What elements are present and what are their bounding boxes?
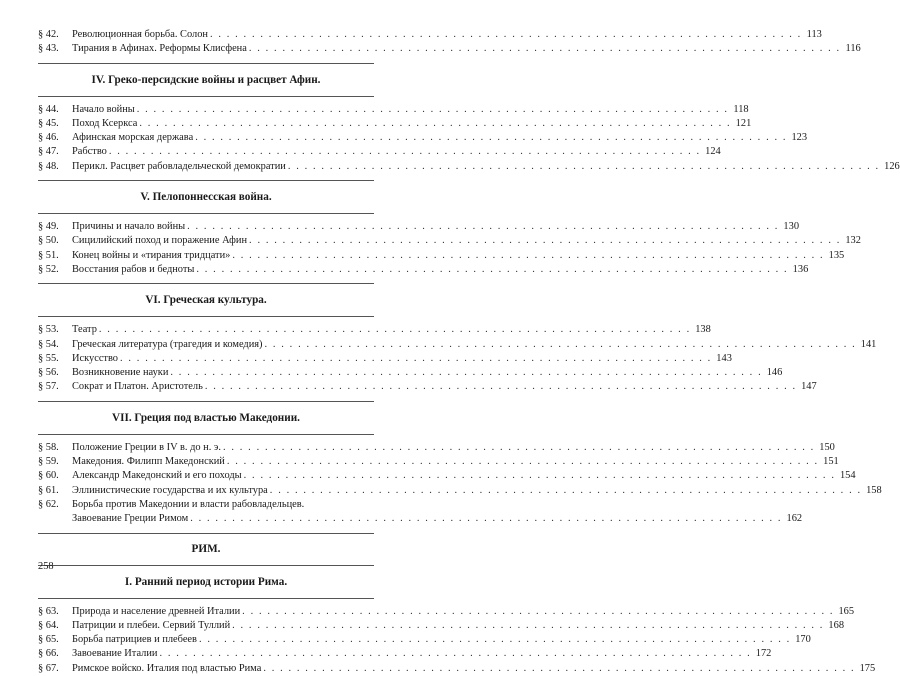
entry-title: Искусство (72, 352, 119, 364)
toc-entry (38, 28, 822, 42)
toc-entry (38, 469, 856, 483)
entry-page: 123 (791, 132, 808, 144)
toc-page (38, 28, 900, 676)
part-heading: РИМ. (191, 542, 221, 555)
leader-dots (244, 469, 836, 483)
toc-entry (38, 131, 808, 145)
toc-entry (38, 249, 845, 263)
section-entries (38, 323, 877, 394)
entry-number: § 48. (38, 160, 59, 172)
leader-dots (223, 441, 815, 455)
entry-number: § 65. (38, 634, 59, 646)
entry-page: 175 (859, 662, 876, 674)
entry-page: 126 (884, 160, 900, 172)
toc-entry (38, 662, 876, 676)
entry-title: Театр (72, 324, 97, 336)
entry-number: § 58. (38, 441, 59, 453)
entry-page: 168 (828, 619, 845, 631)
section-divider (38, 565, 374, 566)
entry-page: 132 (845, 235, 861, 247)
entry-number: § 52. (38, 263, 59, 275)
entry-number: § 45. (38, 117, 59, 129)
toc-entry (38, 366, 783, 380)
entry-number: § 66. (38, 648, 59, 660)
entry-page: 116 (845, 43, 861, 55)
entry-title: Патриции и плебеи. Сервий Туллий (72, 619, 231, 631)
toc-entry (38, 441, 835, 455)
leader-dots (263, 662, 855, 676)
section-divider (38, 180, 374, 181)
leader-dots (210, 28, 802, 42)
toc-entry (38, 647, 772, 661)
entry-page: 150 (819, 441, 835, 453)
entry-page: 162 (786, 513, 803, 525)
leader-dots (187, 220, 779, 234)
entry-title: Перикл. Расцвет рабовладельческой демократии (72, 160, 286, 172)
section-divider (38, 96, 374, 97)
leader-dots (137, 103, 729, 117)
leader-dots (205, 380, 797, 394)
entry-page: 170 (795, 634, 811, 646)
entry-number: § 54. (38, 338, 59, 350)
section-divider (38, 533, 374, 534)
entry-number: § 51. (38, 249, 59, 261)
entry-page: 121 (735, 117, 752, 129)
entry-title: Природа и население древней Италии (72, 605, 241, 617)
entry-page: 146 (766, 367, 783, 379)
leader-dots (190, 512, 782, 526)
entry-number: § 62. (38, 498, 59, 510)
page-number: 258 (38, 561, 54, 572)
entry-title: Конец войны и «тирания тридцати» (72, 249, 231, 261)
entry-number: § 63. (38, 605, 59, 617)
leader-dots (196, 263, 788, 277)
toc-entry (38, 263, 809, 277)
entry-page: 151 (823, 456, 839, 468)
entry-number: § 60. (38, 470, 59, 482)
entry-title: Римское войско. Италия под властью Рима (72, 662, 262, 674)
toc-entry (38, 160, 900, 174)
leader-dots (109, 145, 701, 159)
entry-title: Причины и начало войны (72, 221, 186, 233)
leader-dots (170, 366, 762, 380)
toc-entry (38, 103, 749, 117)
toc-entry (38, 352, 732, 366)
toc-entry (38, 234, 861, 248)
leader-dots (232, 249, 824, 263)
entry-number: § 44. (38, 103, 59, 115)
entry-number: § 59. (38, 456, 59, 468)
entry-number: § 55. (38, 352, 59, 364)
leader-dots (288, 160, 880, 174)
entry-number: § 64. (38, 619, 59, 631)
entry-title: Восстания рабов и бедноты (72, 263, 195, 275)
entry-number: § 43. (38, 43, 59, 55)
toc-entry (38, 117, 752, 131)
entry-number: § 56. (38, 367, 59, 379)
entry-page: 165 (838, 605, 855, 617)
section-divider (38, 283, 374, 284)
section-heading: V. Пелопоннесская война. (140, 191, 272, 204)
entry-title: Революционная борьба. Солон (72, 29, 208, 40)
entry-page: 118 (733, 103, 749, 115)
leader-dots (99, 323, 691, 337)
entry-page: 113 (806, 29, 822, 40)
leader-dots (199, 633, 791, 647)
entry-page: 124 (705, 146, 721, 158)
entry-title: Рабство (72, 146, 107, 158)
section-entries (38, 103, 900, 174)
entry-page: 136 (792, 263, 809, 275)
leader-dots (120, 352, 712, 366)
section-entries (38, 220, 861, 277)
leader-dots (159, 647, 751, 661)
leader-dots (195, 131, 787, 145)
entry-page: 135 (828, 249, 845, 261)
section-entries (38, 441, 882, 527)
toc-entry (38, 619, 845, 633)
entry-title: Борьба против Македонии и власти рабовладельцев. (72, 498, 305, 510)
leader-dots (139, 117, 731, 131)
entry-title: Сицилийский поход и поражение Афин (72, 235, 248, 247)
section-entries (38, 605, 876, 676)
section-divider (38, 434, 374, 435)
toc-entry (38, 42, 861, 56)
entry-title: Начало войны (72, 103, 135, 115)
entry-page: 138 (695, 324, 711, 336)
toc-entry (38, 633, 811, 647)
section-divider (38, 63, 374, 64)
toc-entry (38, 498, 374, 512)
entry-page: 154 (839, 470, 856, 482)
leader-dots (242, 605, 834, 619)
section-divider (38, 401, 374, 402)
section-heading: VII. Греция под властью Македонии. (112, 411, 300, 424)
entry-title: Положение Греции в IV в. до н. э. (72, 441, 221, 453)
entry-title: Афинская морская держава (72, 132, 194, 144)
entry-number: § 57. (38, 381, 59, 393)
entry-title: Завоевание Греции Римом (72, 513, 189, 525)
entry-number: § 50. (38, 235, 59, 247)
section-heading: I. Ранний период истории Рима. (124, 575, 288, 588)
toc-entry (38, 605, 855, 619)
entry-page: 141 (860, 338, 877, 350)
toc-entry (38, 145, 721, 159)
top-entries (38, 28, 861, 57)
entry-title: Борьба патрициев и плебеев (72, 634, 197, 646)
entry-page: 147 (801, 381, 817, 393)
entry-number: § 47. (38, 146, 59, 158)
entry-number: § 61. (38, 484, 59, 496)
leader-dots (249, 42, 841, 56)
entry-title: Завоевание Италии (72, 648, 158, 660)
toc-entry-continuation (38, 512, 803, 526)
toc-entry (38, 220, 800, 234)
entry-number: § 67. (38, 662, 59, 674)
entry-page: 130 (783, 221, 800, 233)
leader-dots (227, 455, 819, 469)
entry-title: Возникновение науки (72, 367, 169, 379)
entry-number: § 53. (38, 324, 59, 336)
entry-title: Александр Македонский и его походы (72, 470, 242, 482)
toc-entry (38, 484, 882, 498)
entry-title: Тирания в Афинах. Реформы Клисфена (72, 43, 247, 55)
entry-page: 172 (755, 648, 772, 660)
entry-title: Поход Ксеркса (72, 117, 138, 129)
section-divider (38, 316, 374, 317)
entry-page: 158 (866, 484, 882, 496)
toc-entry (38, 323, 711, 337)
entry-number: § 46. (38, 132, 59, 144)
section-heading: IV. Греко-персидские войны и расцвет Афин. (91, 73, 321, 86)
entry-page: 143 (716, 352, 732, 364)
entry-number: § 49. (38, 221, 59, 233)
toc-entry (38, 338, 877, 352)
toc-entry (38, 455, 839, 469)
leader-dots (249, 234, 841, 248)
entry-number: § 42. (38, 29, 59, 40)
leader-dots (232, 619, 824, 633)
section-heading: VI. Греческая культура. (145, 294, 267, 307)
entry-title: Македония. Филипп Македонский (72, 456, 225, 468)
leader-dots (270, 484, 862, 498)
entry-title: Сократ и Платон. Аристотель (72, 381, 203, 393)
section-divider (38, 598, 374, 599)
toc-entry (38, 380, 817, 394)
section-divider (38, 213, 374, 214)
entry-title: Греческая литература (трагедия и комедия) (72, 338, 263, 350)
leader-dots (265, 338, 857, 352)
entry-title: Эллинистические государства и их культура (72, 484, 268, 496)
